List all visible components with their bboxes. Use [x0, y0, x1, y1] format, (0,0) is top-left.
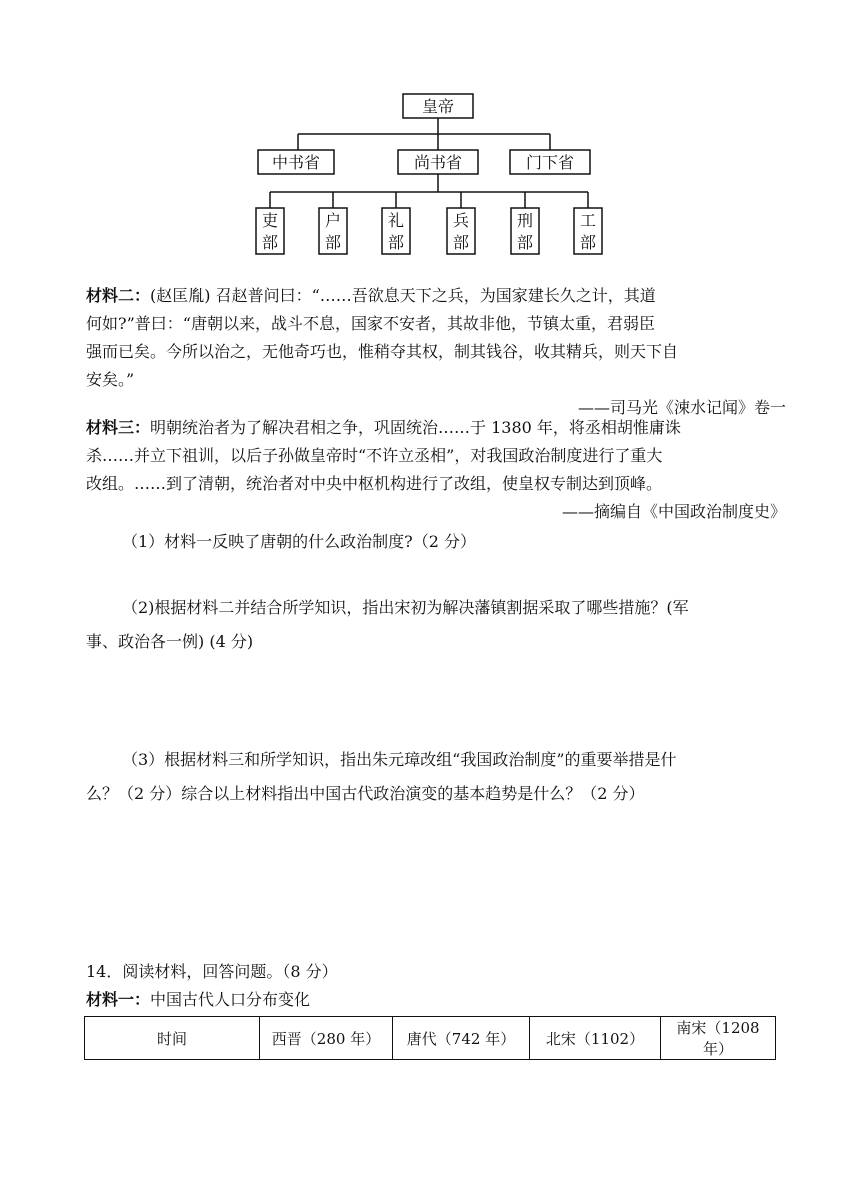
table-header-western-jin: 西晋（280 年） — [260, 1017, 393, 1060]
emperor-box: 皇帝 — [421, 97, 455, 116]
question-14-heading: 14．阅读材料，回答问题。（8 分） — [86, 962, 338, 981]
table-header-northern-song: 北宋（1102） — [530, 1017, 661, 1060]
ministry-war-bottom: 部 — [452, 233, 470, 252]
material2-line-4: 安矣。” — [86, 370, 135, 389]
secretariat-box: 中书省 — [271, 153, 321, 172]
material2-label: 材料二： — [86, 286, 151, 305]
ministry-personnel-bottom: 部 — [261, 233, 279, 252]
material3-text-1: 明朝统治者为了解决君相之争，巩固统治……于 1380 年，将丞相胡惟庸诛 — [150, 418, 681, 437]
table-header-tang: 唐代（742 年） — [393, 1017, 530, 1060]
ministry-rites-bottom: 部 — [387, 233, 405, 252]
question-14-material1 — [86, 986, 310, 1014]
question-2-line-2: 事、政治各一例) (4 分) — [86, 632, 254, 651]
chancellery-box: 门下省 — [525, 153, 575, 172]
table-header-time: 时间 — [85, 1017, 260, 1060]
material2-source: ——司马光《涑水记闻》卷一 — [577, 398, 786, 417]
ministry-works-top: 工 — [579, 211, 597, 230]
ministry-works-bottom: 部 — [579, 233, 597, 252]
material3-line-1 — [86, 414, 786, 442]
material3-line-2: 杀……并立下祖训，以后子孙做皇帝时“不许立丞相”，对我国政治制度进行了重大 — [86, 446, 663, 465]
material2-text-1: (赵匡胤) 召赵普问曰：“……吾欲息天下之兵，为国家建长久之计，其道 — [150, 286, 656, 305]
question-1: （1）材料一反映了唐朝的什么政治制度?（2 分） — [122, 532, 477, 551]
question-2-line-1: （2)根据材料二并结合所学知识，指出宋初为解决藩镇割据采取了哪些措施？(军 — [122, 598, 689, 617]
question-2 — [86, 594, 786, 656]
material3-source: ——摘编自《中国政治制度史》 — [561, 502, 786, 521]
material3-line-3: 改组。……到了清朝，统治者对中央中枢机构进行了改组，使皇权专制达到顶峰。 — [86, 474, 663, 493]
question-3-line-2: 么？（2 分）综合以上材料指出中国古代政治演变的基本趋势是什么？（2 分） — [86, 784, 645, 803]
material2-line-3: 强而已矣。今所以治之，无他奇巧也，惟稍夺其权，制其钱谷，收其精兵，则天下自 — [86, 342, 679, 361]
q14-material1-label: 材料一： — [86, 990, 151, 1009]
q14-material1-title: 中国古代人口分布变化 — [150, 990, 311, 1009]
ministry-personnel-top: 吏 — [261, 211, 279, 230]
question-3-line-1: （3）根据材料三和所学知识，指出朱元璋改组“我国政治制度”的重要举措是什 — [122, 750, 677, 769]
material2-line-2: 何如?”普曰：“唐朝以来，战斗不息，国家不安者，其故非他，节镇太重，君弱臣 — [86, 314, 655, 333]
ministry-justice-bottom: 部 — [516, 233, 534, 252]
question-3 — [86, 746, 786, 808]
government-structure-diagram — [240, 86, 620, 258]
material2-line-1 — [86, 282, 786, 310]
ministry-war-top: 兵 — [452, 211, 470, 230]
ministry-revenue-bottom: 部 — [324, 233, 342, 252]
table-row — [85, 1017, 776, 1060]
material3-label: 材料三： — [86, 418, 151, 437]
table-header-southern-song: 南宋（1208 年） — [661, 1017, 776, 1060]
ministry-justice-top: 刑 — [516, 211, 534, 230]
ministry-revenue-top: 户 — [324, 211, 342, 230]
material3-block — [86, 414, 786, 526]
material2-block — [86, 282, 786, 422]
department-of-state-box: 尚书省 — [413, 153, 463, 172]
ministry-rites-top: 礼 — [387, 211, 405, 230]
population-table — [84, 1016, 776, 1060]
